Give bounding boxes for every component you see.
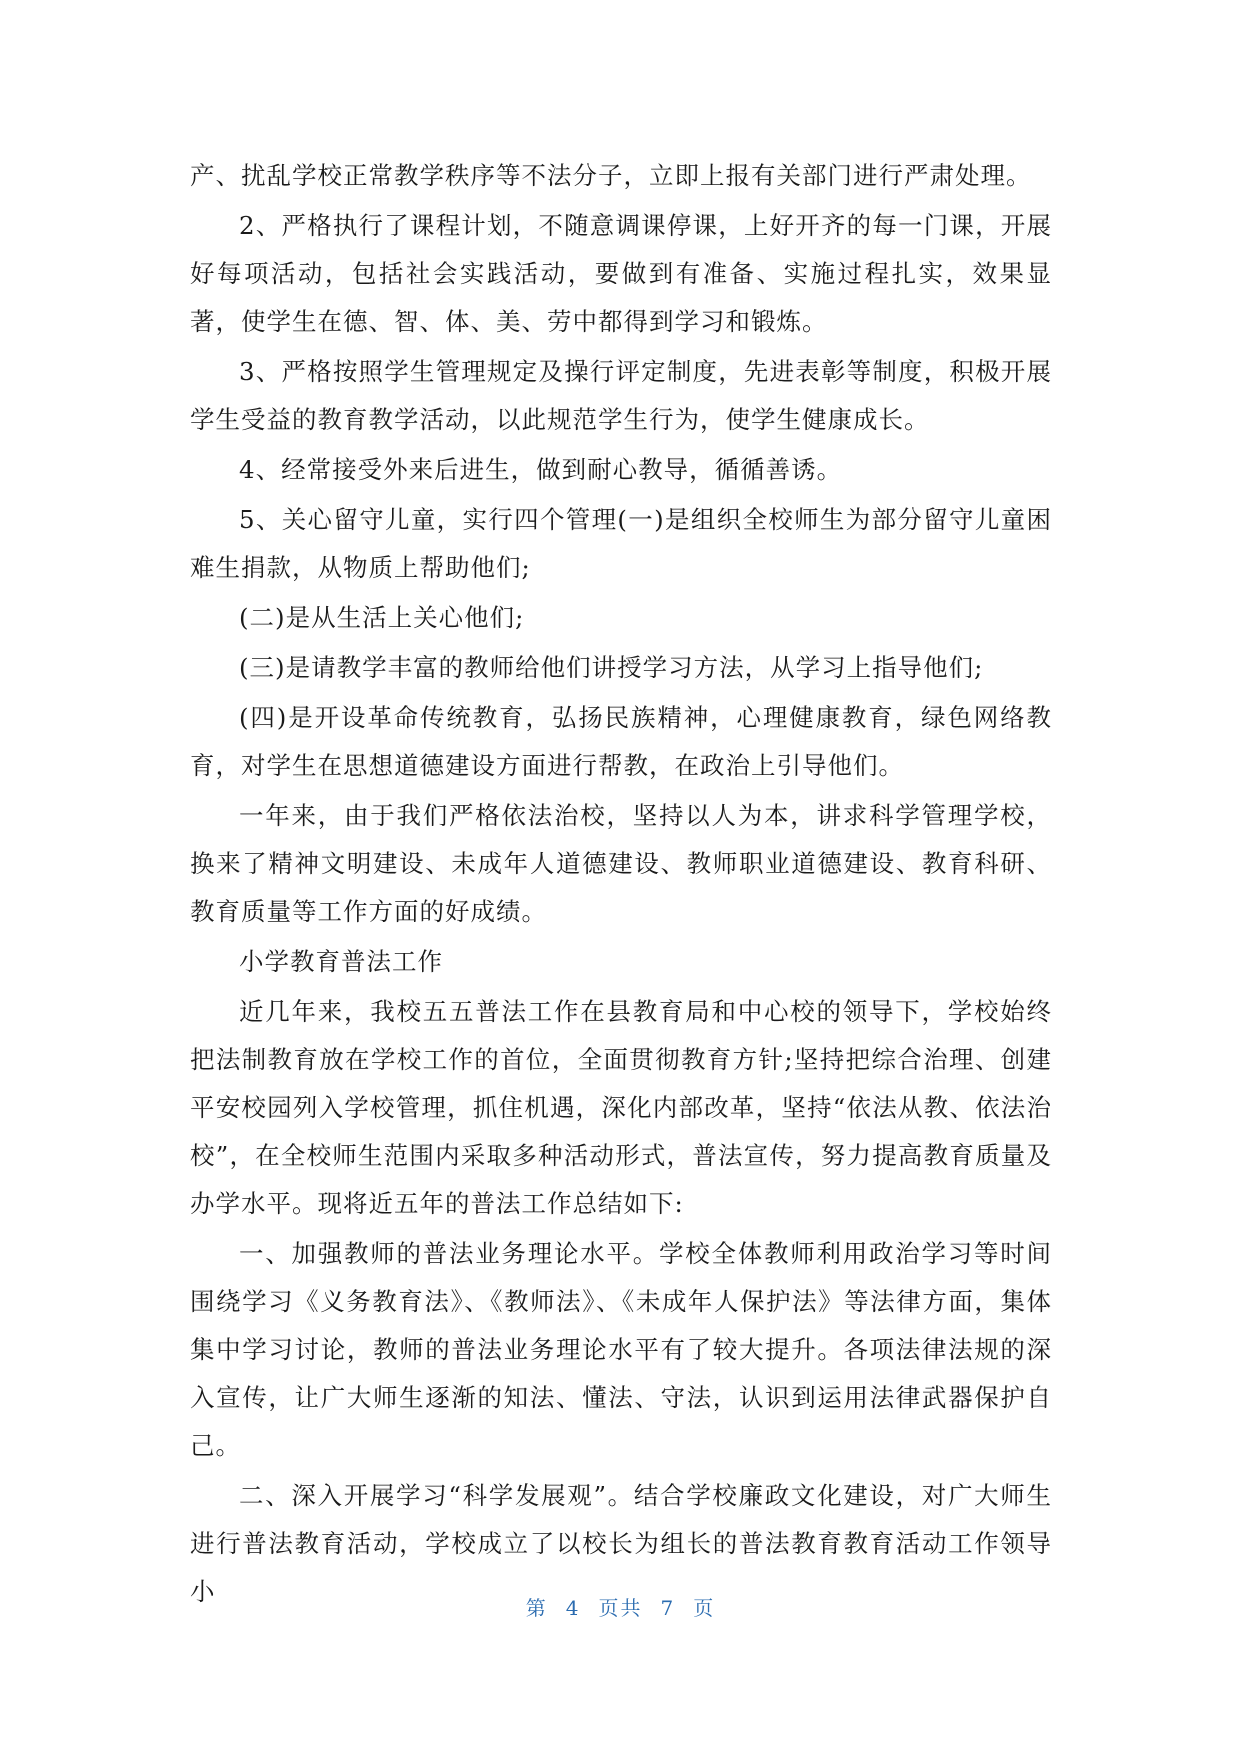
paragraph: 2、严格执行了课程计划，不随意调课停课，上好开齐的每一门课，开展好每项活动，包括社会实践活动，要做到有准备、实施过程扎实，效果显著，使学生在德、智、体、美、劳中都得到学习和锻炼。 (190, 211, 1052, 336)
paragraph: 产、扰乱学校正常教学秩序等不法分子，立即上报有关部门进行严肃处理。 (190, 161, 1032, 190)
paragraph: (三)是请教学丰富的教师给他们讲授学习方法，从学习上指导他们; (239, 653, 984, 682)
paragraph: 二、深入开展学习“科学发展观”。结合学校廉政文化建设，对广大师生进行普法教育活动，学校成立了以校长为组长的普法教育教育活动工作领导小 (190, 1481, 1052, 1606)
paragraph: 4、经常接受外来后进生，做到耐心教导，循循善诱。 (239, 455, 843, 484)
current-page-number: 4 (565, 1596, 581, 1620)
paragraph: 3、严格按照学生管理规定及操行评定制度，先进表彰等制度，积极开展学生受益的教育教学活动，以此规范学生行为，使学生健康成长。 (190, 357, 1052, 434)
paragraph: 一、加强教师的普法业务理论水平。学校全体教师利用政治学习等时间围绕学习《义务教育法》、《教师法》、《未成年人保护法》等法律方面，集体集中学习讨论，教师的普法业务理论水平有了较大提升。各项法律法规的深入宣传，让广大师生逐渐的知法、懂法、守法，认识到运用法律武器保护自己。 (190, 1239, 1052, 1460)
document-body (190, 152, 1052, 1616)
paragraph: (二)是从生活上关心他们; (239, 603, 525, 632)
total-pages-number: 7 (660, 1596, 676, 1620)
page-number-footer (0, 1592, 1241, 1621)
section-heading: 小学教育普法工作 (239, 947, 443, 976)
paragraph: (四)是开设革命传统教育，弘扬民族精神，心理健康教育，绿色网络教育，对学生在思想道德建设方面进行帮教，在政治上引导他们。 (190, 703, 1052, 780)
page-label-mid: 页共 (598, 1596, 643, 1620)
paragraph: 近几年来，我校五五普法工作在县教育局和中心校的领导下，学校始终把法制教育放在学校工作的首位，全面贯彻教育方针;坚持把综合治理、创建平安校园列入学校管理，抓住机遇，深化内部改革，坚持“依法从教、依法治校”，在全校师生范围内采取多种活动形式，普法宣传，努力提高教育质量及办学水平。现将近五年的普法工作总结如下: (190, 997, 1052, 1218)
page-label-suffix: 页 (693, 1596, 716, 1620)
paragraph: 5、关心留守儿童，实行四个管理(一)是组织全校师生为部分留守儿童困难生捐款，从物质上帮助他们; (190, 505, 1052, 582)
paragraph: 一年来，由于我们严格依法治校，坚持以人为本，讲求科学管理学校，换来了精神文明建设、未成年人道德建设、教师职业道德建设、教育科研、教育质量等工作方面的好成绩。 (190, 801, 1052, 926)
page-label-prefix: 第 (525, 1596, 548, 1620)
